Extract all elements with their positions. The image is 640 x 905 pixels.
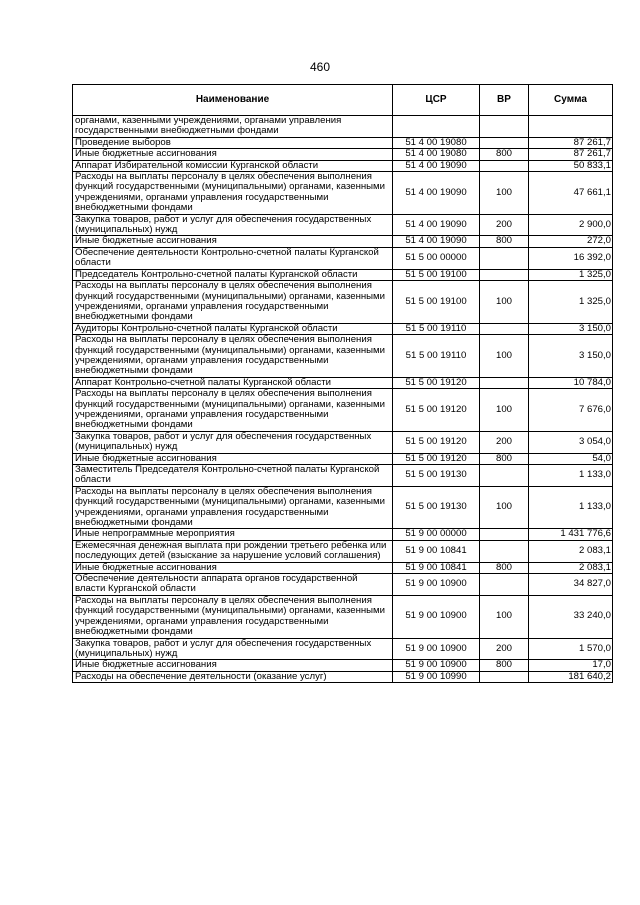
cell-name: Расходы на выплаты персоналу в целях обеспечения выполнения функций государственными (муниципальными) органами, казенными учреждениями, органами управления государственными внебюджетными фондами <box>73 595 393 638</box>
cell-sum: 272,0 <box>529 236 613 247</box>
cell-vr <box>480 323 529 334</box>
table-row <box>73 595 613 638</box>
cell-sum: 3 150,0 <box>529 335 613 378</box>
cell-csr: 51 4 00 19090 <box>393 214 480 236</box>
cell-name: Расходы на выплаты персоналу в целях обеспечения выполнения функций государственными (муниципальными) органами, казенными учреждениями, органами управления государственными внебюджетными фондами <box>73 335 393 378</box>
cell-vr: 200 <box>480 431 529 453</box>
cell-vr: 200 <box>480 214 529 236</box>
cell-csr <box>393 116 480 138</box>
cell-sum: 1 133,0 <box>529 465 613 487</box>
cell-vr <box>480 269 529 280</box>
cell-name: Иные бюджетные ассигнования <box>73 149 393 160</box>
budget-table <box>72 84 613 683</box>
cell-csr: 51 9 00 10900 <box>393 660 480 671</box>
cell-name: Ежемесячная денежная выплата при рождении третьего ребенка или последующих детей (взыскание за нарушение условий соглашения) <box>73 540 393 562</box>
cell-csr: 51 5 00 19100 <box>393 269 480 280</box>
cell-name: Председатель Контрольно-счетной палаты Курганской области <box>73 269 393 280</box>
cell-name: Расходы на выплаты персоналу в целях обеспечения выполнения функций государственными (муниципальными) органами, казенными учреждениями, органами управления государственными внебюджетными фондами <box>73 281 393 324</box>
cell-vr <box>480 540 529 562</box>
cell-name: Расходы на выплаты персоналу в целях обеспечения выполнения функций государственными (муниципальными) органами, казенными учреждениями, органами управления государственными внебюджетными фондами <box>73 389 393 432</box>
table-row <box>73 465 613 487</box>
cell-name: Иные бюджетные ассигнования <box>73 562 393 573</box>
cell-sum: 1 570,0 <box>529 638 613 660</box>
cell-vr <box>480 377 529 388</box>
cell-csr: 51 5 00 19110 <box>393 335 480 378</box>
cell-csr: 51 5 00 19130 <box>393 486 480 529</box>
table-row <box>73 281 613 324</box>
cell-vr: 100 <box>480 335 529 378</box>
cell-sum: 7 676,0 <box>529 389 613 432</box>
cell-name: Аудиторы Контрольно-счетной палаты Курганской области <box>73 323 393 334</box>
cell-name: Иные бюджетные ассигнования <box>73 236 393 247</box>
cell-csr: 51 9 00 10900 <box>393 595 480 638</box>
table-row <box>73 160 613 171</box>
cell-vr <box>480 529 529 540</box>
cell-vr: 800 <box>480 236 529 247</box>
cell-sum: 181 640,2 <box>529 671 613 682</box>
table-row <box>73 377 613 388</box>
cell-sum: 33 240,0 <box>529 595 613 638</box>
cell-sum: 16 392,0 <box>529 247 613 269</box>
cell-vr <box>480 671 529 682</box>
cell-vr: 200 <box>480 638 529 660</box>
cell-sum: 17,0 <box>529 660 613 671</box>
table-row <box>73 214 613 236</box>
cell-csr: 51 5 00 19120 <box>393 453 480 464</box>
table-row <box>73 486 613 529</box>
table-row <box>73 574 613 596</box>
cell-sum: 1 431 776,6 <box>529 529 613 540</box>
table-row <box>73 638 613 660</box>
table-row <box>73 389 613 432</box>
cell-csr: 51 5 00 19120 <box>393 431 480 453</box>
table-body <box>73 116 613 683</box>
page-number: 460 <box>309 60 331 74</box>
cell-vr: 800 <box>480 149 529 160</box>
cell-name: органами, казенными учреждениями, органами управления государственными внебюджетными фондами <box>73 116 393 138</box>
cell-csr: 51 4 00 19080 <box>393 149 480 160</box>
cell-sum: 1 325,0 <box>529 269 613 280</box>
cell-name: Иные бюджетные ассигнования <box>73 660 393 671</box>
table-row <box>73 335 613 378</box>
cell-vr <box>480 465 529 487</box>
cell-vr: 800 <box>480 562 529 573</box>
cell-vr: 100 <box>480 281 529 324</box>
cell-name: Аппарат Контрольно-счетной палаты Курганской области <box>73 377 393 388</box>
cell-name: Проведение выборов <box>73 137 393 148</box>
cell-csr: 51 9 00 10990 <box>393 671 480 682</box>
table-row <box>73 116 613 138</box>
cell-csr: 51 5 00 19110 <box>393 323 480 334</box>
cell-csr: 51 5 00 19120 <box>393 389 480 432</box>
cell-name: Иные непрограммные мероприятия <box>73 529 393 540</box>
table-row <box>73 529 613 540</box>
cell-sum: 2 083,1 <box>529 562 613 573</box>
cell-name: Закупка товаров, работ и услуг для обеспечения государственных (муниципальных) нужд <box>73 214 393 236</box>
cell-sum: 47 661,1 <box>529 172 613 215</box>
table-row <box>73 269 613 280</box>
table-row <box>73 671 613 682</box>
column-header-name: Наименование <box>73 85 393 116</box>
table-row <box>73 247 613 269</box>
cell-name: Обеспечение деятельности аппарата органов государственной власти Курганской области <box>73 574 393 596</box>
cell-vr: 100 <box>480 172 529 215</box>
cell-vr <box>480 137 529 148</box>
cell-csr: 51 5 00 19130 <box>393 465 480 487</box>
cell-vr: 800 <box>480 660 529 671</box>
cell-sum: 87 261,7 <box>529 137 613 148</box>
cell-csr: 51 4 00 19090 <box>393 160 480 171</box>
cell-csr: 51 5 00 19120 <box>393 377 480 388</box>
cell-csr: 51 9 00 10900 <box>393 638 480 660</box>
table-row <box>73 172 613 215</box>
cell-name: Закупка товаров, работ и услуг для обеспечения государственных (муниципальных) нужд <box>73 431 393 453</box>
cell-sum: 87 261,7 <box>529 149 613 160</box>
cell-sum: 1 325,0 <box>529 281 613 324</box>
column-header-vr: ВР <box>480 85 529 116</box>
table-row <box>73 660 613 671</box>
table-row <box>73 562 613 573</box>
table-row <box>73 323 613 334</box>
cell-vr: 100 <box>480 595 529 638</box>
cell-sum: 1 133,0 <box>529 486 613 529</box>
cell-sum: 2 900,0 <box>529 214 613 236</box>
cell-sum: 10 784,0 <box>529 377 613 388</box>
table-row <box>73 137 613 148</box>
cell-name: Расходы на обеспечение деятельности (оказание услуг) <box>73 671 393 682</box>
table-header <box>73 85 613 116</box>
cell-vr: 100 <box>480 486 529 529</box>
cell-csr: 51 9 00 10841 <box>393 540 480 562</box>
column-header-sum: Сумма <box>529 85 613 116</box>
cell-csr: 51 4 00 19080 <box>393 137 480 148</box>
cell-vr: 800 <box>480 453 529 464</box>
cell-name: Иные бюджетные ассигнования <box>73 453 393 464</box>
cell-sum: 50 833,1 <box>529 160 613 171</box>
cell-csr: 51 5 00 00000 <box>393 247 480 269</box>
cell-vr <box>480 116 529 138</box>
cell-name: Заместитель Председателя Контрольно-счетной палаты Курганской области <box>73 465 393 487</box>
table-row <box>73 453 613 464</box>
cell-vr <box>480 160 529 171</box>
cell-sum: 54,0 <box>529 453 613 464</box>
cell-csr: 51 4 00 19090 <box>393 172 480 215</box>
cell-csr: 51 5 00 19100 <box>393 281 480 324</box>
table-header-row <box>73 85 613 116</box>
cell-sum: 2 083,1 <box>529 540 613 562</box>
table-row <box>73 236 613 247</box>
cell-vr <box>480 247 529 269</box>
table-row <box>73 431 613 453</box>
cell-vr <box>480 574 529 596</box>
table-row <box>73 149 613 160</box>
cell-name: Расходы на выплаты персоналу в целях обеспечения выполнения функций государственными (муниципальными) органами, казенными учреждениями, органами управления государственными внебюджетными фондами <box>73 172 393 215</box>
cell-sum: 3 054,0 <box>529 431 613 453</box>
cell-vr: 100 <box>480 389 529 432</box>
cell-csr: 51 9 00 10900 <box>393 574 480 596</box>
cell-name: Расходы на выплаты персоналу в целях обеспечения выполнения функций государственными (муниципальными) органами, казенными учреждениями, органами управления государственными внебюджетными фондами <box>73 486 393 529</box>
cell-sum: 34 827,0 <box>529 574 613 596</box>
cell-name: Обеспечение деятельности Контрольно-счетной палаты Курганской области <box>73 247 393 269</box>
cell-csr: 51 4 00 19090 <box>393 236 480 247</box>
cell-sum: 3 150,0 <box>529 323 613 334</box>
table-row <box>73 540 613 562</box>
cell-csr: 51 9 00 10841 <box>393 562 480 573</box>
cell-name: Закупка товаров, работ и услуг для обеспечения государственных (муниципальных) нужд <box>73 638 393 660</box>
cell-csr: 51 9 00 00000 <box>393 529 480 540</box>
column-header-csr: ЦСР <box>393 85 480 116</box>
cell-name: Аппарат Избирательной комиссии Курганской области <box>73 160 393 171</box>
cell-sum <box>529 116 613 138</box>
